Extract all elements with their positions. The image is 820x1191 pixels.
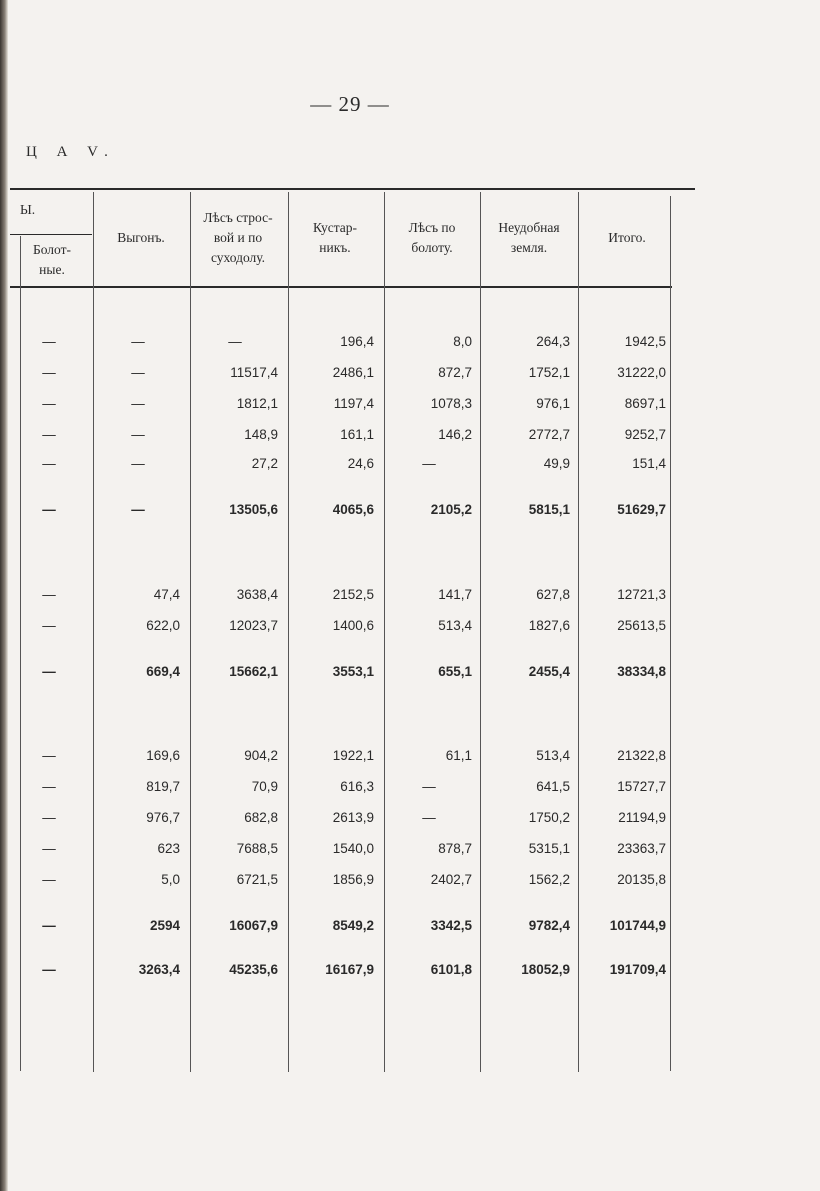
table-cell: 976,7 <box>146 810 180 825</box>
table-cell: 1197,4 <box>333 396 374 411</box>
table-cell: — <box>42 618 56 633</box>
table-cell: — <box>42 810 56 825</box>
table-cell: 12023,7 <box>229 618 278 633</box>
table-cell: 1562,2 <box>528 872 570 887</box>
table-cell: 627,8 <box>536 587 570 602</box>
table-total-cell: 51629,7 <box>617 502 666 517</box>
table-cell: 20135,8 <box>617 872 666 887</box>
column-header-les_bol: Лѣсъ по болоту. <box>408 220 456 255</box>
table-cell: 1752,1 <box>528 365 570 380</box>
table-total-cell: 15662,1 <box>229 664 278 679</box>
table-cell: 146,2 <box>438 427 472 442</box>
table-total-cell: — <box>131 502 145 517</box>
table-total-cell: 45235,6 <box>229 962 278 977</box>
table-total-cell: 4065,6 <box>332 502 374 517</box>
table-cell: 25613,5 <box>617 618 666 633</box>
table-cell: 1942,5 <box>624 334 666 349</box>
table-cell: 21194,9 <box>618 810 666 825</box>
table-cell: 141,7 <box>438 587 472 602</box>
table-cell: 1750,2 <box>528 810 570 825</box>
table-total-cell: 3342,5 <box>430 918 472 933</box>
table-cell: 24,6 <box>347 456 374 471</box>
table-cell: 9252,7 <box>624 427 666 442</box>
table-cell: — <box>42 427 56 442</box>
table-cell: 8697,1 <box>624 396 666 411</box>
table-total-cell: 2455,4 <box>528 664 570 679</box>
table-total-cell: 8549,2 <box>332 918 374 933</box>
table-cell: 11517,4 <box>230 365 278 380</box>
table-cell: 1827,6 <box>528 618 570 633</box>
table-cell: 61,1 <box>445 748 472 763</box>
table-cell: — <box>42 748 56 763</box>
table-total-cell: 18052,9 <box>521 962 570 977</box>
table-cell: — <box>42 587 56 602</box>
table-total-cell: 655,1 <box>438 664 472 679</box>
table-cell: 2152,5 <box>332 587 374 602</box>
table-top-rule <box>10 188 695 190</box>
table-cell: 513,4 <box>536 748 570 763</box>
column-divider <box>670 196 671 1071</box>
table-cell: 1856,9 <box>332 872 374 887</box>
table-cell: 641,5 <box>536 779 570 794</box>
book-spine-edge <box>0 0 8 1191</box>
table-cell: 161,1 <box>340 427 374 442</box>
page-number: — 29 — <box>310 92 390 116</box>
table-cell: 12721,3 <box>617 587 666 602</box>
table-cell: — <box>131 456 145 471</box>
table-total-cell: 2105,2 <box>430 502 472 517</box>
table-cell: — <box>42 841 56 856</box>
table-cell: — <box>42 456 56 471</box>
table-cell: 872,7 <box>438 365 472 380</box>
table-cell: 151,4 <box>632 456 666 471</box>
table-cell: — <box>42 396 56 411</box>
table-cell: — <box>131 365 145 380</box>
table-total-cell: 16167,9 <box>325 962 374 977</box>
subheader-rule <box>10 234 92 235</box>
column-header-bolot: Болот- ные. <box>32 242 72 277</box>
table-cell: 23363,7 <box>617 841 666 856</box>
table-cell: 49,9 <box>543 456 570 471</box>
column-header-vygon: Выгонъ. <box>117 230 165 245</box>
table-cell: 622,0 <box>146 618 180 633</box>
table-total-cell: 5815,1 <box>528 502 570 517</box>
header-bottom-rule <box>10 286 672 288</box>
table-cell: 2486,1 <box>332 365 374 380</box>
table-total-cell: 2594 <box>149 918 180 933</box>
table-cell: 1922,1 <box>332 748 374 763</box>
table-cell: 513,4 <box>438 618 472 633</box>
table-cell: — <box>42 334 56 349</box>
table-cell: 819,7 <box>146 779 180 794</box>
table-cell: 2402,7 <box>430 872 472 887</box>
table-cell: 31222,0 <box>617 365 666 380</box>
table-cell: 5,0 <box>161 872 180 887</box>
table-total-cell: 9782,4 <box>528 918 570 933</box>
table-caption: Ц А V. <box>26 144 116 160</box>
table-cell: — <box>131 427 145 442</box>
table-cell: 70,9 <box>251 779 278 794</box>
table-cell: 616,3 <box>340 779 374 794</box>
table-total-cell: 669,4 <box>146 664 180 679</box>
table-cell: 15727,7 <box>617 779 666 794</box>
column-header-les_sukh: Лѣсъ строс- вой и по суходолу. <box>203 210 273 265</box>
table-cell: — <box>422 779 436 794</box>
table-cell: 7688,5 <box>236 841 278 856</box>
table-cell: — <box>42 872 56 887</box>
table-total-cell: 3263,4 <box>138 962 180 977</box>
table-cell: 976,1 <box>536 396 570 411</box>
table-cell: 5315,1 <box>528 841 570 856</box>
column-header-itogo: Итого. <box>608 230 646 245</box>
table-cell: — <box>42 779 56 794</box>
table-cell: — <box>228 334 242 349</box>
table-cell: 264,3 <box>536 334 570 349</box>
table-cell: — <box>42 365 56 380</box>
table-total-cell: 3553,1 <box>332 664 374 679</box>
table-cell: 21322,8 <box>617 748 666 763</box>
table-total-cell: — <box>42 502 56 517</box>
table-cell: 1078,3 <box>430 396 472 411</box>
table-total-cell: 6101,8 <box>430 962 472 977</box>
table-cell: 1400,6 <box>332 618 374 633</box>
table-total-cell: 13505,6 <box>229 502 278 517</box>
table-cell: 623 <box>157 841 180 856</box>
table-cell: 8,0 <box>453 334 472 349</box>
table-cell: — <box>422 810 436 825</box>
table-total-cell: 101744,9 <box>609 918 666 933</box>
table-cell: 1540,0 <box>332 841 374 856</box>
column-header-kustar: Кустар- никъ. <box>312 220 358 255</box>
table-cell: 904,2 <box>244 748 278 763</box>
table-total-cell: — <box>42 962 56 977</box>
table-cell: 6721,5 <box>236 872 278 887</box>
table-cell: 878,7 <box>438 841 472 856</box>
table-cell: 2613,9 <box>332 810 374 825</box>
table-cell: 3638,4 <box>236 587 278 602</box>
table-cell: — <box>131 396 145 411</box>
table-cell: — <box>131 334 145 349</box>
table-total-cell: — <box>42 918 56 933</box>
table-total-cell: 16067,9 <box>229 918 278 933</box>
group-header: Ы. <box>20 202 36 217</box>
table-total-cell: 191709,4 <box>609 962 666 977</box>
table-cell: 27,2 <box>251 456 278 471</box>
table-cell: — <box>422 456 436 471</box>
table-cell: 148,9 <box>244 427 278 442</box>
table-cell: 1812,1 <box>236 396 278 411</box>
table-total-cell: 38334,8 <box>617 664 666 679</box>
table-cell: 682,8 <box>244 810 278 825</box>
table-total-cell: — <box>42 664 56 679</box>
table-cell: 169,6 <box>146 748 180 763</box>
table-cell: 47,4 <box>153 587 180 602</box>
table-cell: 196,4 <box>340 334 374 349</box>
table-cell: 2772,7 <box>528 427 570 442</box>
column-header-neud: Неудобная земля. <box>498 220 560 255</box>
